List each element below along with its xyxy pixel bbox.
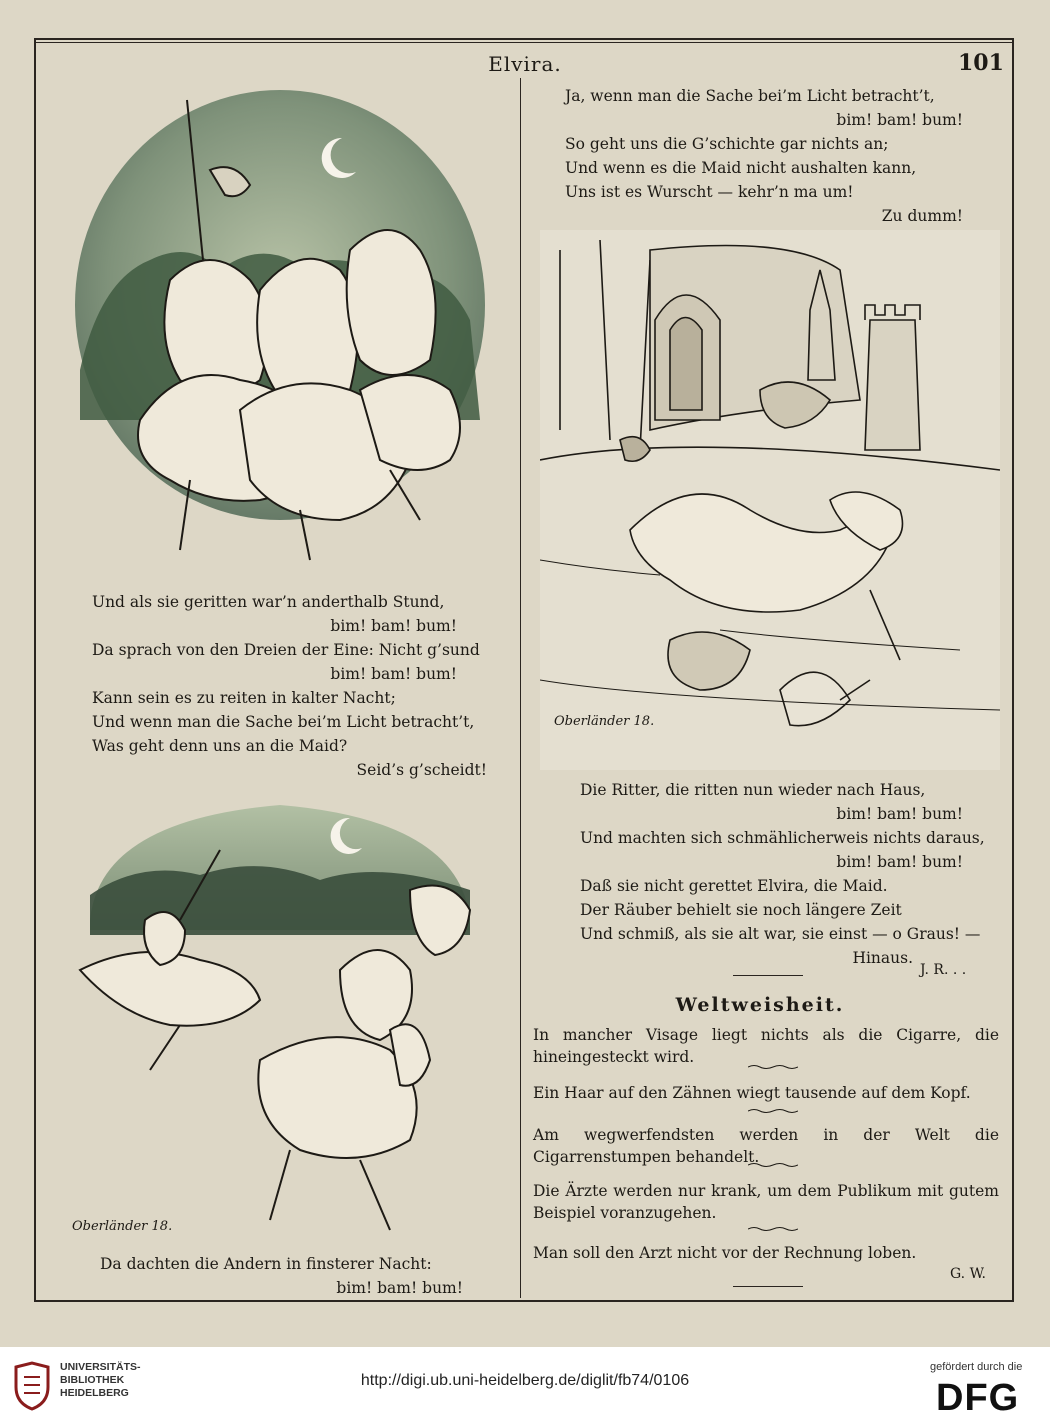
aphorism: Man soll den Arzt nicht vor der Rechnung loben. [533,1244,917,1262]
verse-line: Und wenn es die Maid nicht aushalten kann, [565,159,917,177]
verse-refrain: bim! bam! bum! [836,853,963,871]
artist-signature: Oberländer 18. [72,1219,173,1234]
aphorism: Ein Haar auf den Zähnen wiegt tausende auf dem Kopf. [533,1084,971,1102]
verse-line: Da sprach von den Dreien der Eine: Nicht g’sund [92,641,480,659]
verse-line: Der Räuber behielt sie noch längere Zeit [580,901,902,919]
verse-refrain: bim! bam! bum! [330,617,457,635]
tilde-divider [748,1162,798,1168]
essay-title: Weltweisheit. [675,994,845,1016]
section-rule [733,1286,803,1287]
tilde-divider [748,1226,798,1232]
section-rule [733,975,803,976]
verse-line: Und schmiß, als sie alt war, sie einst — o Graus! — [580,925,981,943]
verse-line: Die Ritter, die ritten nun wieder nach Haus, [580,781,926,799]
verse-line: So geht uns die G’schichte gar nichts an; [565,135,889,153]
verse-line: Da dachten die Andern in finsterer Nacht: [100,1255,432,1273]
verse-closing: Seid’s g’scheidt! [356,761,487,779]
verse-refrain: bim! bam! bum! [336,1279,463,1297]
illustration-fallen-maiden [540,230,1000,770]
tilde-divider [748,1064,798,1070]
verse-left-1 [92,590,487,782]
artist-signature: Oberländer 18. [554,714,655,729]
illustration-three-knights [60,90,500,570]
verse-line: Daß sie nicht gerettet Elvira, die Maid. [580,877,888,895]
library-name-line: UNIVERSITÄTS- [60,1361,141,1373]
verse-closing: Zu dumm! [881,207,963,225]
essay-signature: G. W. [950,1266,986,1282]
running-title: Elvira. [488,52,562,76]
permalink-url[interactable]: http://digi.ub.uni-heidelberg.de/diglit/fb74/0106 [360,1372,690,1389]
verse-line: Uns ist es Wurscht — kehr’n ma um! [565,183,854,201]
verse-refrain: bim! bam! bum! [836,111,963,129]
library-name-line: HEIDELBERG [60,1387,129,1399]
verse-line: Was geht denn uns an die Maid? [92,737,348,755]
verse-refrain: bim! bam! bum! [836,805,963,823]
verse-right-top [565,84,963,228]
verse-line: Ja, wenn man die Sache bei’m Licht betracht’t, [565,87,935,105]
verse-left-2 [100,1252,485,1300]
column-rule [520,78,521,1298]
aphorism: Am wegwerfendsten werden in der Welt die Cigarrenstumpen behandelt. [533,1126,999,1166]
aphorism: In mancher Visage liegt nichts als die Cigarre, die hineingesteckt wird. [533,1026,999,1066]
viewer-footer [0,1347,1050,1426]
library-name-line: BIBLIOTHEK [60,1374,125,1386]
page-number: 101 [958,50,1004,76]
dfg-logo[interactable]: DFG [936,1377,1020,1419]
illustration-knights-riding-away [60,800,500,1260]
verse-line: Und machten sich schmählicherweis nichts daraus, [580,829,985,847]
poem-signature: J. R. . . [920,962,967,978]
verse-line: Und als sie geritten war’n anderthalb Stund, [92,593,445,611]
verse-line: Kann sein es zu reiten in kalter Nacht; [92,689,396,707]
verse-closing: Hinaus. [852,949,913,967]
verse-line: Und wenn man die Sache bei’m Licht betracht’t, [92,713,475,731]
tilde-divider [748,1108,798,1114]
verse-refrain: bim! bam! bum! [330,665,457,683]
page-border-double-line [34,42,1014,43]
aphorism: Die Ärzte werden nur krank, um dem Publikum mit gutem Beispiel voranzugehen. [533,1182,999,1222]
funding-note: gefördert durch die [930,1361,1023,1373]
